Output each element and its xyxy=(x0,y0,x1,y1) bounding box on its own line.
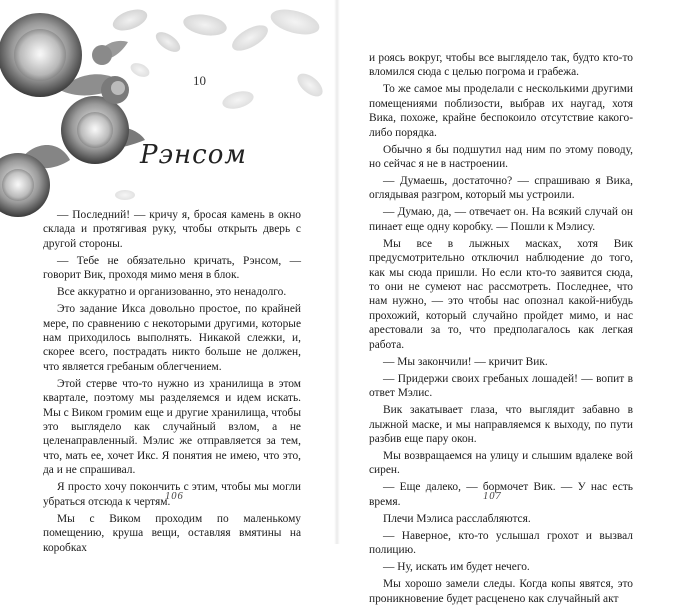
left-page xyxy=(0,0,337,554)
paragraph: — Мы закончили! — кричит Вик. xyxy=(383,355,548,368)
right-body-text xyxy=(369,51,633,609)
chapter-number: 10 xyxy=(193,73,206,88)
paragraph: — Тебе не обязательно кричать, Рэнсом, — говорит Вик, проходя мимо меня в блок. xyxy=(43,254,301,282)
paragraph: Мы все в лыжных масках, хотя Вик предусмотрительно отключил наблюдение до того, как мы сюда пришли. Но если кто-то заявится сюда, то они не сумеют нас рассмотреть. Последнее, что нам нужно, — это чтобы нас опознал какой-нибудь прохожий, который случайно пройдет мимо, и нас арестовали за то, что предполагалось как легкая работа. xyxy=(369,237,633,351)
paragraph: Я просто хочу покончить с этим, чтобы мы могли убраться отсюда к чертям. xyxy=(43,481,301,508)
paragraph: — Еще далеко, — бормочет Вик. — У нас есть время. xyxy=(369,481,633,508)
paragraph: Мы с Виком проходим по маленькому помещению, круша вещи, оставляя вмятины на коробках xyxy=(43,512,301,554)
paragraph: — Думаю, да, — отвечает он. На всякий случай он пинает еще одну коробку. — Пошли к Мэлису. xyxy=(369,206,633,233)
paragraph: Плечи Мэлиса расслабляются. xyxy=(383,512,531,525)
chapter-title: Рэнсом xyxy=(140,140,247,170)
paragraph: Вик закатывает глаза, что выглядит забавно в лыжной маске, и мы направляемся к выходу, по пути разбив еще пару окон. xyxy=(369,404,633,445)
paragraph: и роясь вокруг, чтобы все выглядело так, будто кто-то вломился сюда с целью погрома и грабежа. xyxy=(369,52,633,79)
peony-flowers-illustration xyxy=(0,0,337,215)
paragraph: — Последний! — кричу я, бросая камень в окно склада и протягивая руку, чтобы открыть дверь с другой стороны. xyxy=(43,209,301,250)
paragraph: Это задание Икса довольно простое, по крайней мере, по сравнению с некоторыми другими, которые нам приходилось выполнять. Никакой слежки, и, скорее всего, пострадать никто больше не должен, что является гребаным облегчением. xyxy=(43,303,301,373)
paragraph: — Придержи своих гребаных лошадей! — вопит в ответ Мэлис. xyxy=(369,372,633,400)
paragraph: — Наверное, кто-то услышал грохот и вызвал полицию. xyxy=(369,529,633,557)
paragraph: То же самое мы проделали с несколькими другими помещениями поблизости, выбрав их наугад, хотя Вика, похоже, крайне беспокоило отсутствие какого-либо порядка. xyxy=(369,83,633,139)
page-number-right: 107 xyxy=(483,491,502,502)
paragraph: Все аккуратно и организованно, это ненадолго. xyxy=(57,286,287,299)
paragraph: Мы возвращаемся на улицу и слышим вдалеке вой сирен. xyxy=(369,449,633,477)
paragraph: Мы хорошо замели следы. Когда копы явятся, это проникновение будет расценено как случайный акт xyxy=(369,578,633,605)
paragraph: Этой стерве что-то нужно из хранилища в этом квартале, поэтому мы разделяемся и идем искать. Мы с Виком громим еще и другие хранилища, чтобы это выглядело как случайный взлом, а не целенаправленный. Мэлис же отправляется за тем, что, мать ее, хочет Икс. Я понятия не имею, что это, да и не спрашивал. xyxy=(43,377,301,477)
paragraph: — Думаешь, достаточно? — спрашиваю я Вика, оглядывая разгром, который мы устроили. xyxy=(369,175,633,202)
left-body-text xyxy=(43,208,301,558)
paragraph: — Ну, искать им будет нечего. xyxy=(383,561,530,574)
page-number-left: 106 xyxy=(165,491,184,502)
paragraph: Обычно я бы подшутил над ним по этому поводу, но сейчас я не в настроении. xyxy=(369,143,633,171)
